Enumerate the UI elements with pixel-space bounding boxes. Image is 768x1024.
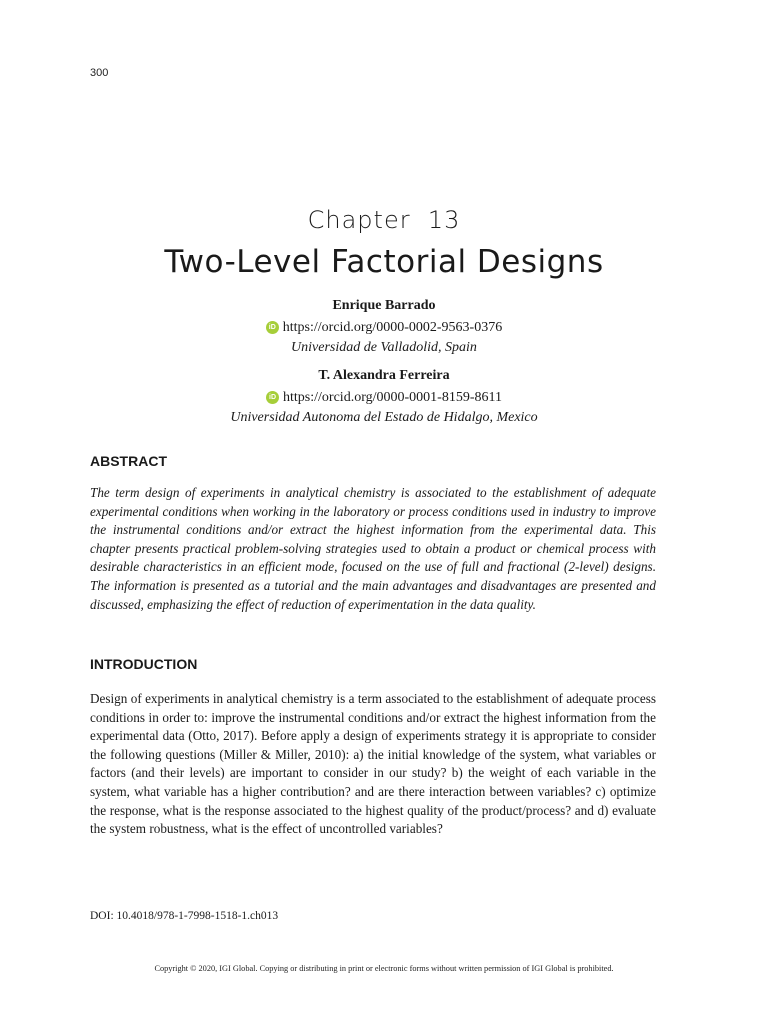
author-name: Enrique Barrado: [332, 298, 436, 313]
introduction-heading: INTRODUCTION: [90, 656, 198, 672]
author-affiliation: Universidad de Valladolid, Spain: [291, 339, 477, 355]
chapter-header: [0, 200, 768, 284]
abstract-heading: ABSTRACT: [90, 453, 167, 469]
orcid-link[interactable]: [266, 318, 502, 338]
orcid-icon: iD: [266, 321, 279, 334]
abstract-text: The term design of experiments in analytical chemistry is associated to the establishment of adequate experimental conditions when working in the laboratory or process conditions used in industry to improve the instrumental conditions and/or extract the highest information from the experimental data. This chapter presents practical problem-solving strategies used to obtain a product or chemical process with desirable characteristics in an efficient mode, focused on the use of full and fractional (2-level) designs. The information is presented as a tutorial and the main advantages and disadvantages are presented and discussed, emphasizing the effect of reduction of experimentation in the data quality.: [90, 485, 656, 612]
orcid-url[interactable]: https://orcid.org/0000-0001-8159-8611: [283, 389, 502, 405]
orcid-icon: iD: [266, 391, 279, 404]
introduction-text: Design of experiments in analytical chemistry is a term associated to the establishment of adequate process conditions in order to: improve the instrumental conditions and/or extract the highest information from the experimental data (Otto, 2017). Before apply a design of experiments strategy it is appropriate to consider the following questions (Miller & Miller, 2010): a) the initial knowledge of the system, what variables or factors (and their levels) are important to consider in our study? b) the weight of each variable in the system, what variable has a higher contribution? and are there interaction between variables? c) optimize the response, what is the response associated to the highest quality of the product/process? and d) evaluate the system robustness, what is the effect of uncontrolled variables?: [90, 691, 656, 837]
doi: DOI: 10.4018/978-1-7998-1518-1.ch013: [90, 910, 279, 922]
author-name: T. Alexandra Ferreira: [318, 368, 450, 383]
author-block-2: [0, 366, 768, 428]
author-block-1: [0, 296, 768, 358]
chapter-label: Chapter 13: [307, 206, 461, 234]
chapter-title: Two-Level Factorial Designs: [164, 244, 604, 280]
orcid-url[interactable]: https://orcid.org/0000-0002-9563-0376: [282, 319, 503, 335]
author-affiliation: Universidad Autonoma del Estado de Hidalgo, Mexico: [230, 409, 538, 425]
copyright-notice: Copyright © 2020, IGI Global. Copying or distributing in print or electronic forms without written permission of IGI Global is prohibited.: [154, 964, 614, 973]
orcid-link[interactable]: [266, 388, 502, 408]
page-number: 300: [90, 67, 109, 79]
